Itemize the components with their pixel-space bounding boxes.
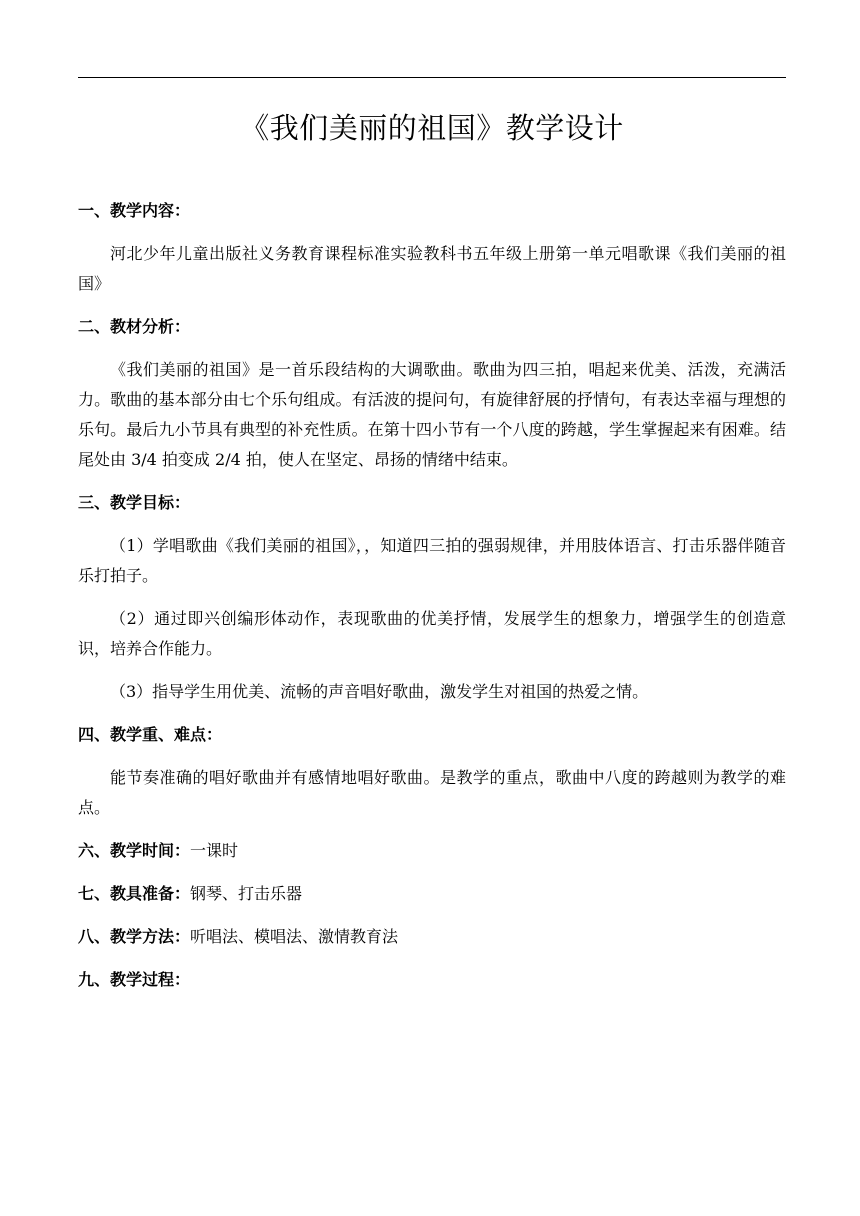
document-title: 《我们美丽的祖国》教学设计 (240, 111, 624, 145)
document-page (78, 0, 786, 1216)
section-heading-content: 一、教学内容： (78, 201, 191, 220)
section-value-tools: 钢琴、打击乐器 (190, 884, 303, 903)
section-heading-methods: 八、教学方法： (78, 927, 191, 946)
section-methods (78, 922, 786, 952)
section-value-methods: 听唱法、模唱法、激情教育法 (190, 927, 399, 946)
header-rule (78, 77, 786, 78)
goal-item-2: （2）通过即兴创编形体动作，表现歌曲的优美抒情，发展学生的想象力，增强学生的创造意识，培养合作能力。 (78, 609, 786, 658)
section-text-key-points: 能节奏准确的唱好歌曲并有感情地唱好歌曲。是教学的重点，歌曲中八度的跨越则为教学的难点。 (78, 768, 786, 817)
section-time (78, 836, 786, 866)
section-value-time: 一课时 (190, 841, 239, 860)
section-heading-tools: 七、教具准备： (78, 884, 191, 903)
section-heading-time: 六、教学时间： (78, 841, 191, 860)
goal-item-1: （1）学唱歌曲《我们美丽的祖国》，，知道四三拍的强弱规律，并用肢体语言、打击乐器伴随音乐打拍子。 (78, 536, 786, 585)
goal-item-3: （3）指导学生用优美、流畅的声音唱好歌曲，激发学生对祖国的热爱之情。 (110, 682, 649, 701)
section-text-analysis: 《我们美丽的祖国》是一首乐段结构的大调歌曲。歌曲为四三拍，唱起来优美、活泼，充满活力。歌曲的基本部分由七个乐句组成。有活波的提问句，有旋律舒展的抒情句，有表达幸福与理想的乐句。最后九小节具有典型的补充性质。在第十四小节有一个八度的跨越，学生掌握起来有困难。结尾处由 3/4 拍变成 2/4 拍，使人在坚定、昂扬的情绪中结束。 (78, 360, 786, 469)
section-heading-key-points: 四、教学重、难点： (78, 725, 223, 744)
section-heading-process: 九、教学过程： (78, 970, 191, 989)
document-body (78, 196, 786, 1008)
section-text-content: 河北少年儿童出版社义务教育课程标准实验教科书五年级上册第一单元唱歌课《我们美丽的祖国》 (78, 244, 786, 293)
section-tools (78, 879, 786, 909)
section-heading-analysis: 二、教材分析： (78, 317, 191, 336)
section-heading-goals: 三、教学目标： (78, 493, 191, 512)
